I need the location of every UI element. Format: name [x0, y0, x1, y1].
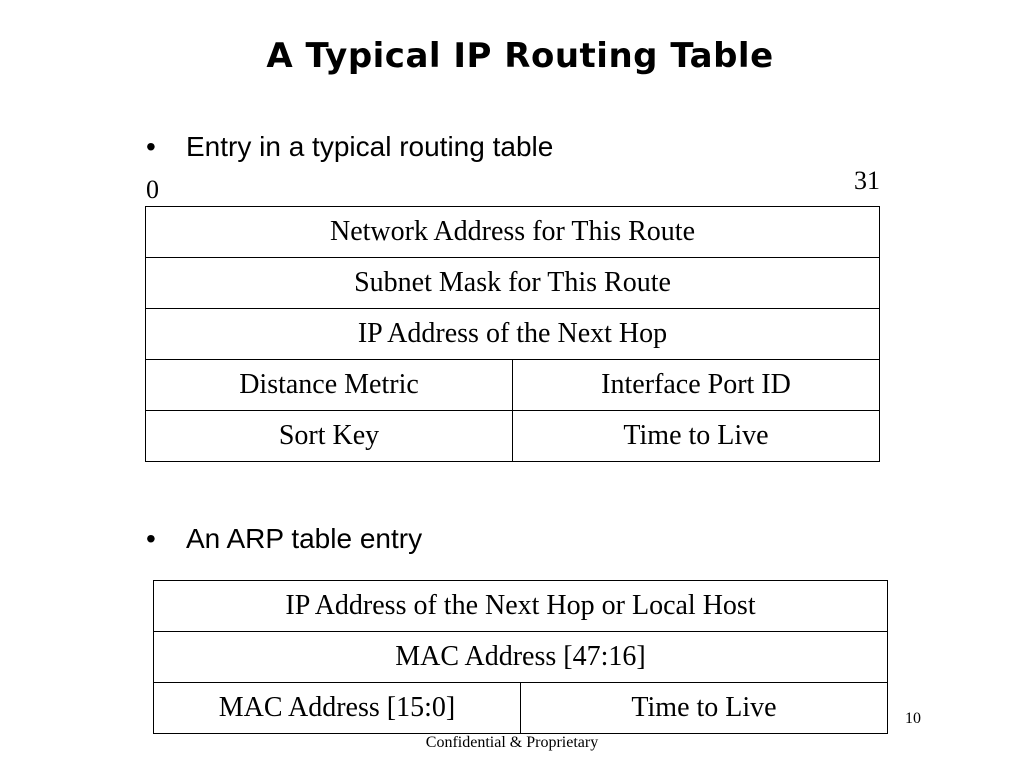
interface-port-id-field: Interface Port ID: [513, 360, 880, 411]
network-address-field: Network Address for This Route: [146, 207, 880, 258]
arp-entry-table: [153, 580, 888, 734]
next-hop-field: IP Address of the Next Hop: [146, 309, 880, 360]
subnet-mask-field: Subnet Mask for This Route: [146, 258, 880, 309]
arp-time-to-live-field: Time to Live: [521, 683, 888, 734]
routing-entry-table: [145, 206, 880, 462]
arp-ip-address-field: IP Address of the Next Hop or Local Host: [154, 581, 888, 632]
distance-metric-field: Distance Metric: [146, 360, 513, 411]
slide-title: A Typical IP Routing Table: [266, 36, 774, 76]
routing-entry-bullet: [146, 130, 553, 164]
page-number: 10: [905, 710, 921, 727]
mac-address-high-field: MAC Address [47:16]: [154, 632, 888, 683]
bullet-dot: •: [146, 523, 156, 554]
footer-note: Confidential & Proprietary: [425, 734, 599, 751]
mac-address-low-field: MAC Address [15:0]: [154, 683, 521, 734]
bit-start-label: 0: [146, 175, 159, 204]
bullet-dot: •: [146, 131, 156, 162]
routing-time-to-live-field: Time to Live: [513, 411, 880, 462]
arp-entry-bullet: [146, 522, 422, 556]
sort-key-field: Sort Key: [146, 411, 513, 462]
arp-entry-bullet-text: An ARP table entry: [186, 523, 423, 554]
routing-entry-bullet-text: Entry in a typical routing table: [186, 131, 554, 162]
bit-end-label: 31: [854, 166, 880, 195]
